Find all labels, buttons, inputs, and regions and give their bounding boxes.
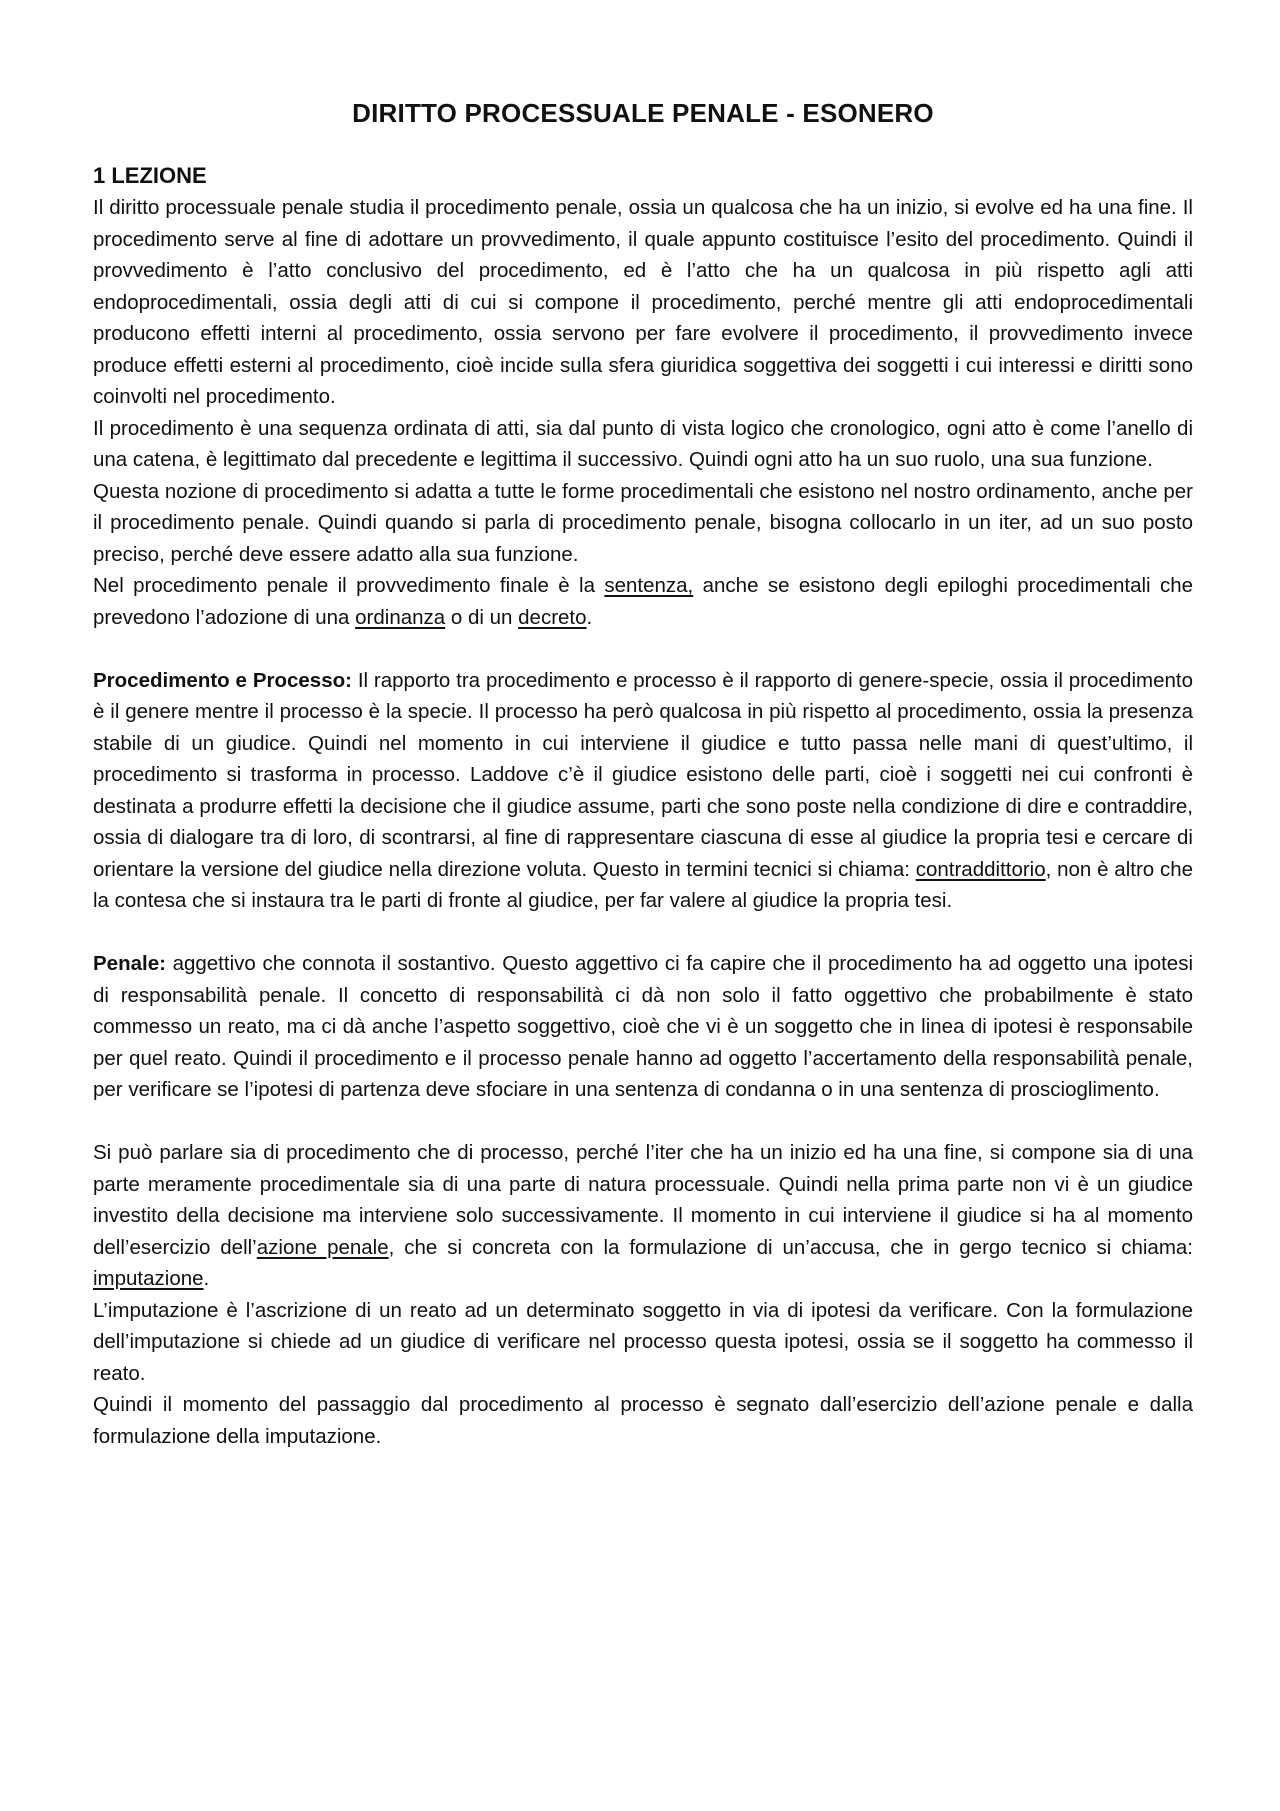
paragraph-procedimento-processo-iter <box>93 1137 1193 1295</box>
text-run: Il rapporto tra procedimento e processo è il rapporto di genere-specie, ossia il procedimento è il genere mentre il processo è la specie. Il processo ha però qualcosa in più rispetto al procedimento, ossia la presenza stabile di un giudice. Quindi nel momento in cui interviene il giudice e tutto passa nelle mani di quest’ultimo, il procedimento si trasforma in processo. Laddove c’è il giudice esistono delle parti, cioè i soggetti nei cui confronti è destinata a produrre effetti la decisione che il giudice assume, parti che sono poste nella condizione di dire e contraddire, ossia di dialogare tra di loro, di scontrarsi, al fine di rappresentare ciascuna di esse al giudice la propria tesi e cercare di orientare la versione del giudice nella direzione voluta. Questo in termini tecnici si chiama: <box>93 668 1193 881</box>
paragraph-spacer <box>93 917 1193 949</box>
paragraph-penale <box>93 948 1193 1106</box>
text-run: , che si concreta con la formulazione di un’accusa, che in gergo tecnico si chiama: <box>388 1235 1193 1259</box>
underlined-term-sentenza: sentenza, <box>604 574 694 597</box>
text-run: . <box>586 605 593 629</box>
text-run: Si può parlare sia di procedimento che di processo, perché l’iter che ha un inizio ed ha una fine, si compone sia di una parte meramente procedimentale sia di una parte di natura processuale. Quindi nella prima parte non vi è un giudice investito della decisione ma interviene solo successivamente. Il momento in cui interviene il giudice si ha al momento dell’esercizio dell’ <box>93 1141 1193 1259</box>
paragraph-imputazione: L’imputazione è l’ascrizione di un reato ad un determinato soggetto in via di ipotesi da verificare. Con la formulazione dell’imputazione si chiede ad un giudice di verificare nel processo questa ipotesi, ossia se il soggetto ha commesso il reato. <box>93 1298 1193 1385</box>
section-heading: 1 LEZIONE <box>93 163 207 188</box>
underlined-term-azione-penale: azione penale <box>256 1235 389 1259</box>
paragraph-provvedimento-finale <box>93 570 1193 633</box>
underlined-term-ordinanza: ordinanza <box>355 605 446 629</box>
text-run: aggettivo che connota il sostantivo. Questo aggettivo ci fa capire che il procedimento ha ad oggetto una ipotesi di responsabilità penale. Il concetto di responsabilità ci dà non solo il fatto oggettivo che probabilmente è stato commesso un reato, ma ci dà anche l’aspetto soggettivo, cioè che vi è un soggetto che in linea di ipotesi è responsabile per quel reato. Quindi il procedimento e il processo penale hanno ad oggetto l’accertamento della responsabilità penale, per verificare se l’ipotesi di partenza deve sfociare in una sentenza di condanna o in una sentenza di proscioglimento. <box>93 952 1193 1101</box>
text-run: , non è altro che la contesa che si instaura tra le parti di fronte al giudice, per far valere al giudice la propria tesi. <box>93 857 1194 912</box>
text-run: o di un <box>445 605 519 629</box>
paragraph-passaggio-processo: Quindi il momento del passaggio dal procedimento al processo è segnato dall’esercizio dell’azione penale e dalla formulazione della imputazione. <box>93 1393 1193 1448</box>
paragraph-spacer <box>93 1106 1193 1138</box>
paragraph-spacer <box>93 633 1193 665</box>
text-run: anche se esistono degli epiloghi procedimentali che prevedono l’adozione di una <box>93 574 1194 629</box>
paragraph-nozione-procedimento: Questa nozione di procedimento si adatta a tutte le forme procedimentali che esistono nel nostro ordinamento, anche per il procedimento penale. Quindi quando si parla di procedimento penale, bisogna collocarlo in un iter, ad un suo posto preciso, perché deve essere adatto alla sua funzione. <box>93 479 1193 566</box>
underlined-term-decreto: decreto <box>518 605 587 629</box>
bold-label-procedimento-e-processo: Procedimento e Processo: <box>93 668 352 692</box>
paragraph-sequenza-atti: Il procedimento è una sequenza ordinata di atti, sia dal punto di vista logico che cronologico, ogni atto è come l’anello di una catena, è legittimato dal precedente e legittima il successivo. Quindi ogni atto ha un suo ruolo, una sua funzione. <box>93 416 1193 471</box>
text-run: . <box>203 1267 210 1290</box>
underlined-term-contraddittorio: contraddittorio <box>915 857 1046 881</box>
paragraph-procedimento-intro: Il diritto processuale penale studia il procedimento penale, ossia un qualcosa che ha un inizio, si evolve ed ha una fine. Il procedimento serve al fine di adottare un provvedimento, il quale appunto costituisce l’esito del procedimento. Quindi il provvedimento è l’atto conclusivo del procedimento, ed è l’atto che ha un qualcosa in più rispetto agli atti endoprocedimentali, ossia degli atti di cui si compone il procedimento, perché mentre gli atti endoprocedimentali producono effetti interni al procedimento, ossia servono per fare evolvere il procedimento, il provvedimento invece produce effetti esterni al procedimento, cioè incide sulla sfera giuridica soggettiva dei soggetti i cui interessi e diritti sono coinvolti nel procedimento. <box>93 196 1193 408</box>
paragraph-procedimento-e-processo <box>93 665 1193 917</box>
document-page <box>93 96 1193 1452</box>
text-run: Nel procedimento penale il provvedimento finale è la <box>93 574 605 597</box>
underlined-term-imputazione: imputazione <box>93 1267 204 1290</box>
bold-label-penale: Penale: <box>93 952 166 975</box>
document-title: DIRITTO PROCESSUALE PENALE - ESONERO <box>352 98 934 128</box>
